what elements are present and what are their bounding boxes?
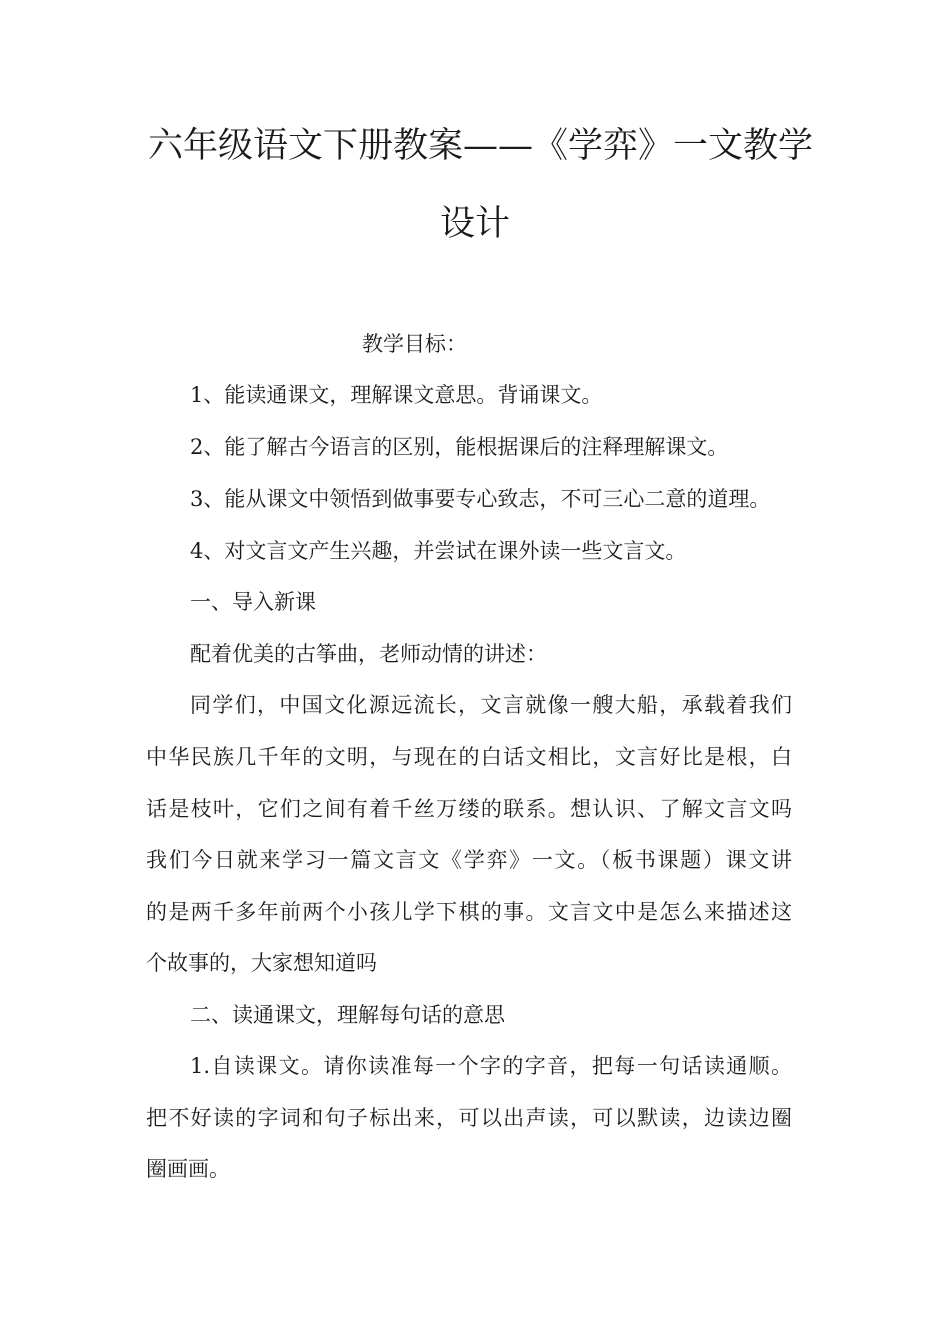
goals-heading: 教学目标： [362,332,467,356]
section-1-paragraph-line-6: 个故事的，大家想知道吗 [146,951,377,975]
section-2-paragraph-line-1: 1.自读课文。请你读准每一个字的字音，把每一句话读通顺。 [190,1054,792,1078]
document-title-line-1: 六年级语文下册教案——《学弈》一文教学 [148,126,814,166]
goal-item-3: 3、能从课文中领悟到做事要专心致志，不可三心二意的道理。 [190,487,771,511]
section-1-paragraph-line-5: 的是两千多年前两个小孩儿学下棋的事。文言文中是怎么来描述这 [146,900,792,924]
section-2-paragraph-line-3: 圈画画。 [146,1157,230,1181]
goal-item-1: 1、能读通课文，理解课文意思。背诵课文。 [190,383,603,407]
section-1-paragraph-line-2: 中华民族几千年的文明，与现在的白话文相比，文言好比是根，白 [146,745,792,769]
document-title-line-2: 设计 [439,204,510,244]
goal-item-4: 4、对文言文产生兴趣，并尝试在课外读一些文言文。 [190,539,687,563]
section-1-paragraph-line-4: 我们今日就来学习一篇文言文《学弈》一文。（板书课题）课文讲 [146,848,792,872]
section-2-heading: 二、读通课文，理解每句话的意思 [190,1003,505,1027]
section-1-paragraph-line-3: 话是枝叶，它们之间有着千丝万缕的联系。想认识、了解文言文吗 [146,797,792,821]
section-1-intro: 配着优美的古筝曲，老师动情的讲述： [190,642,547,666]
goal-item-2: 2、能了解古今语言的区别，能根据课后的注释理解课文。 [190,435,729,459]
section-1-heading: 一、导入新课 [190,590,316,614]
section-1-paragraph-line-1: 同学们，中国文化源远流长，文言就像一艘大船，承载着我们 [190,693,792,717]
section-2-paragraph-line-2: 把不好读的字词和句子标出来，可以出声读，可以默读，边读边圈 [146,1106,792,1130]
